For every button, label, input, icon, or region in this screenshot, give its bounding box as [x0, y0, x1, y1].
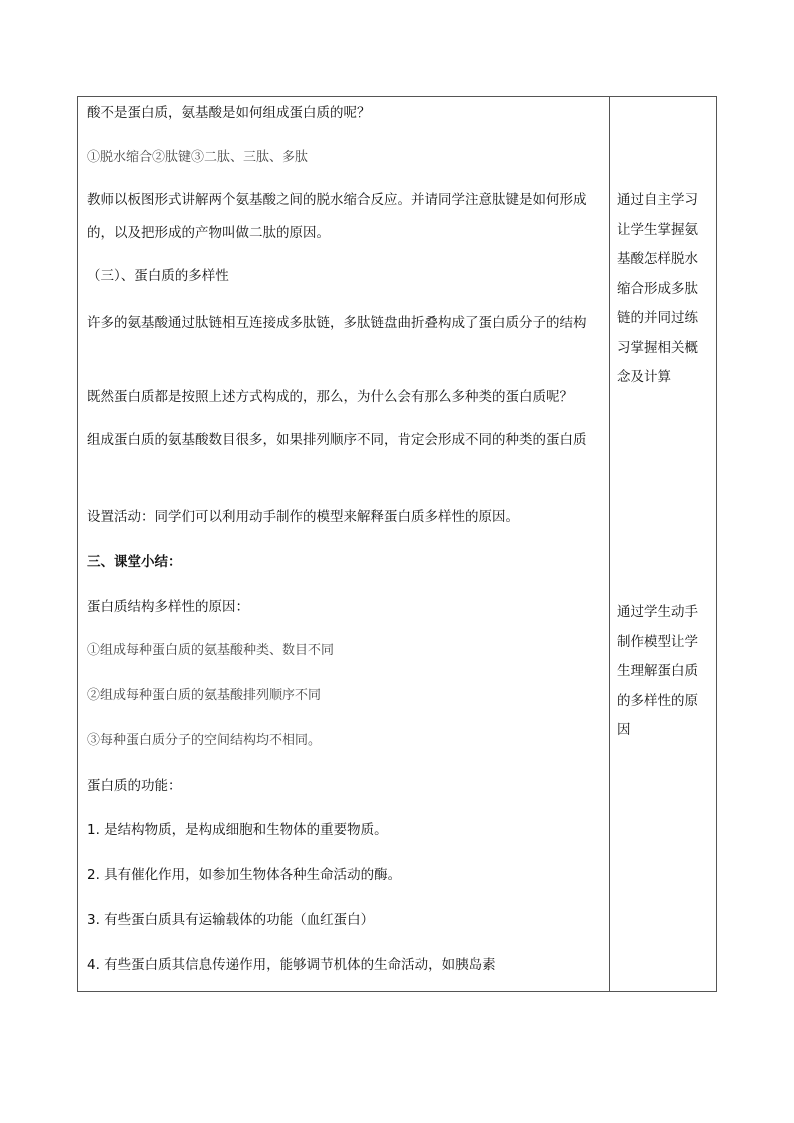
design-intent-note-2: 通过学生动手制作模型让学生理解蛋白质的多样性的原因 [617, 604, 698, 738]
list-item-reason-3: ③每种蛋白质分子的空间结构均不相同。 [87, 733, 322, 748]
paragraph-diversity-reasons: 蛋白质结构多样性的原因： [87, 599, 249, 615]
list-item-function-2: 2. 具有催化作用，如参加生物体各种生命活动的酶。 [87, 867, 402, 883]
paragraph-why-question: 既然蛋白质都是按照上述方式构成的，那么，为什么会有那么多种类的蛋白质呢？ [87, 389, 573, 405]
design-intent-note-1: 通过自主学习让学生掌握氨基酸怎样脱水缩合形成多肽链的并同过练习掌握相关概念及计算 [617, 192, 698, 385]
section-heading-summary: 三、课堂小结： [87, 554, 182, 570]
list-item-function-3: 3. 有些蛋白质具有运输载体的功能（血红蛋白） [87, 912, 375, 928]
column-divider [609, 97, 610, 991]
section-heading-diversity: （三）、蛋白质的多样性 [87, 268, 229, 284]
paragraph-teacher-explanation: 教师以板图形式讲解两个氨基酸之间的脱水缩合反应。并请同学注意肽键是如何形成的，以及把形成的产物叫做二肽的原因。 [87, 192, 587, 241]
paragraph-answer-terms: ①脱水缩合②肽键③二肽、三肽、多肽 [87, 150, 309, 165]
paragraph-functions-heading: 蛋白质的功能： [87, 778, 182, 794]
list-item-function-4: 4. 有些蛋白质其信息传递作用，能够调节机体的生命活动，如胰岛素 [87, 957, 496, 973]
paragraph-question: 酸不是蛋白质，氨基酸是如何组成蛋白质的呢？ [87, 105, 371, 121]
list-item-reason-2: ②组成每种蛋白质的氨基酸排列顺序不同 [87, 688, 322, 703]
lesson-table [77, 96, 717, 992]
paragraph-peptide-chain: 许多的氨基酸通过肽链相互连接成多肽链，多肽链盘曲折叠构成了蛋白质分子的结构 [87, 315, 587, 331]
list-item-reason-1: ①组成每种蛋白质的氨基酸种类、数目不同 [87, 643, 335, 658]
paragraph-sequence-answer: 组成蛋白质的氨基酸数目很多，如果排列顺序不同，肯定会形成不同的种类的蛋白质 [87, 432, 587, 448]
paragraph-activity: 设置活动：同学们可以利用动手制作的模型来解释蛋白质多样性的原因。 [87, 509, 519, 525]
list-item-function-1: 1. 是结构物质，是构成细胞和生物体的重要物质。 [87, 822, 388, 838]
